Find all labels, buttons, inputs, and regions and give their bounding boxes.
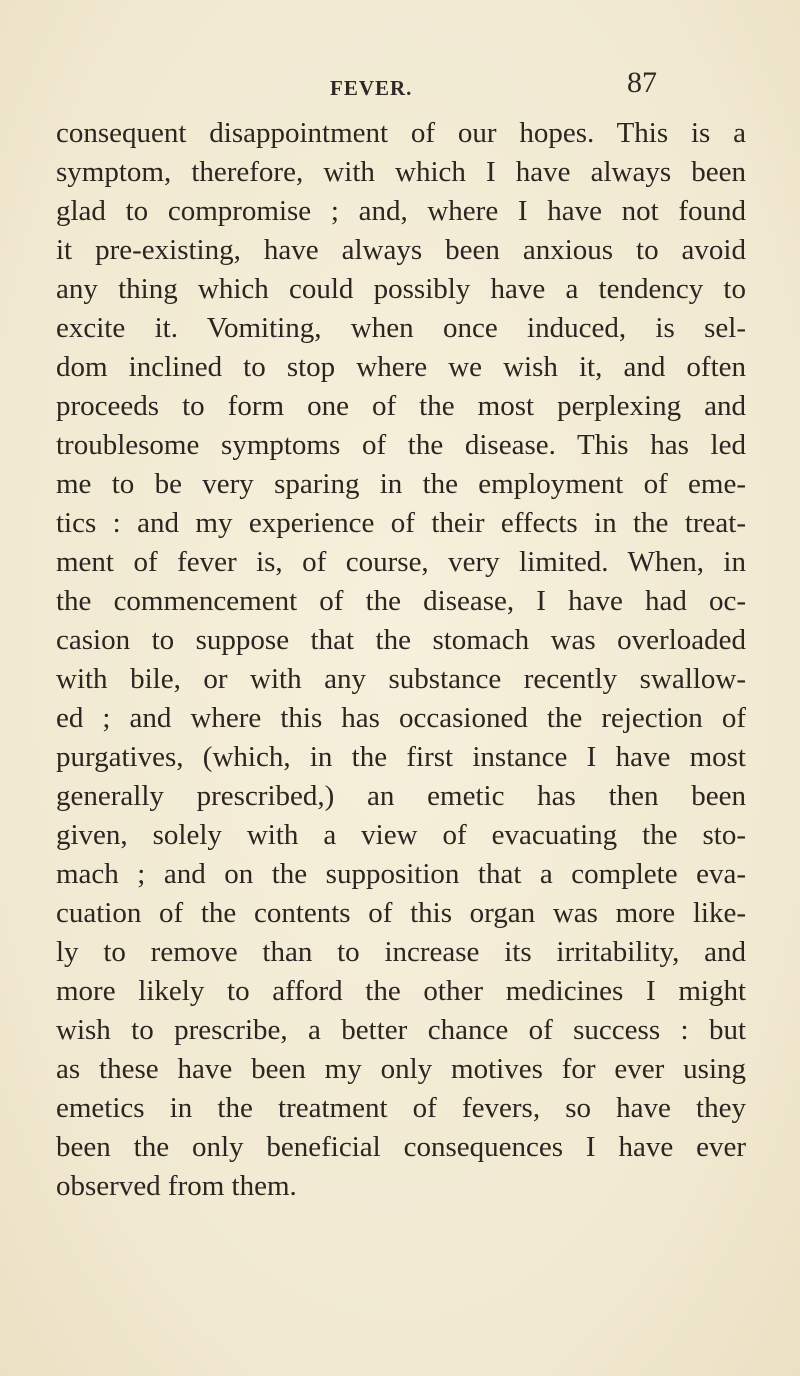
text-line: any thing which could possibly have a tendency to [56,273,746,305]
page-number: 87 [627,66,657,99]
text-line: ed ; and where this has occasioned the rejection of [56,702,746,734]
text-line: proceeds to form one of the most perplexing and [56,390,746,422]
text-line: wish to prescribe, a better chance of success : but [56,1014,746,1046]
text-line: glad to compromise ; and, where I have not found [56,195,746,227]
text-line: cuation of the contents of this organ was more like- [56,897,746,929]
text-line: more likely to afford the other medicines I might [56,975,746,1007]
text-line: ly to remove than to increase its irritability, and [56,936,746,968]
text-line: troublesome symptoms of the disease. This has led [56,429,746,461]
text-line: observed from them. [56,1170,297,1202]
text-line: excite it. Vomiting, when once induced, is sel- [56,312,746,344]
text-line: casion to suppose that the stomach was overloaded [56,624,746,656]
body-text [56,114,746,1206]
running-head: FEVER. [330,76,413,100]
text-line: mach ; and on the supposition that a complete eva- [56,858,746,890]
text-line: tics : and my experience of their effects in the treat- [56,507,746,539]
text-line: the commencement of the disease, I have had oc- [56,585,746,617]
text-line: consequent disappointment of our hopes. This is a [56,117,746,149]
text-line: it pre-existing, have always been anxious to avoid [56,234,746,266]
text-line: been the only beneficial consequences I have ever [56,1131,746,1163]
text-line: emetics in the treatment of fevers, so have they [56,1092,746,1124]
text-line: with bile, or with any substance recently swallow- [56,663,746,695]
text-line: me to be very sparing in the employment of eme- [56,468,746,500]
text-line: purgatives, (which, in the first instance I have most [56,741,746,773]
text-line: ment of fever is, of course, very limited. When, in [56,546,746,578]
text-line: given, solely with a view of evacuating the sto- [56,819,746,851]
text-line: as these have been my only motives for ever using [56,1053,746,1085]
text-line: generally prescribed,) an emetic has then been [56,780,746,812]
text-line: symptom, therefore, with which I have always been [56,156,746,188]
text-line: dom inclined to stop where we wish it, and often [56,351,746,383]
